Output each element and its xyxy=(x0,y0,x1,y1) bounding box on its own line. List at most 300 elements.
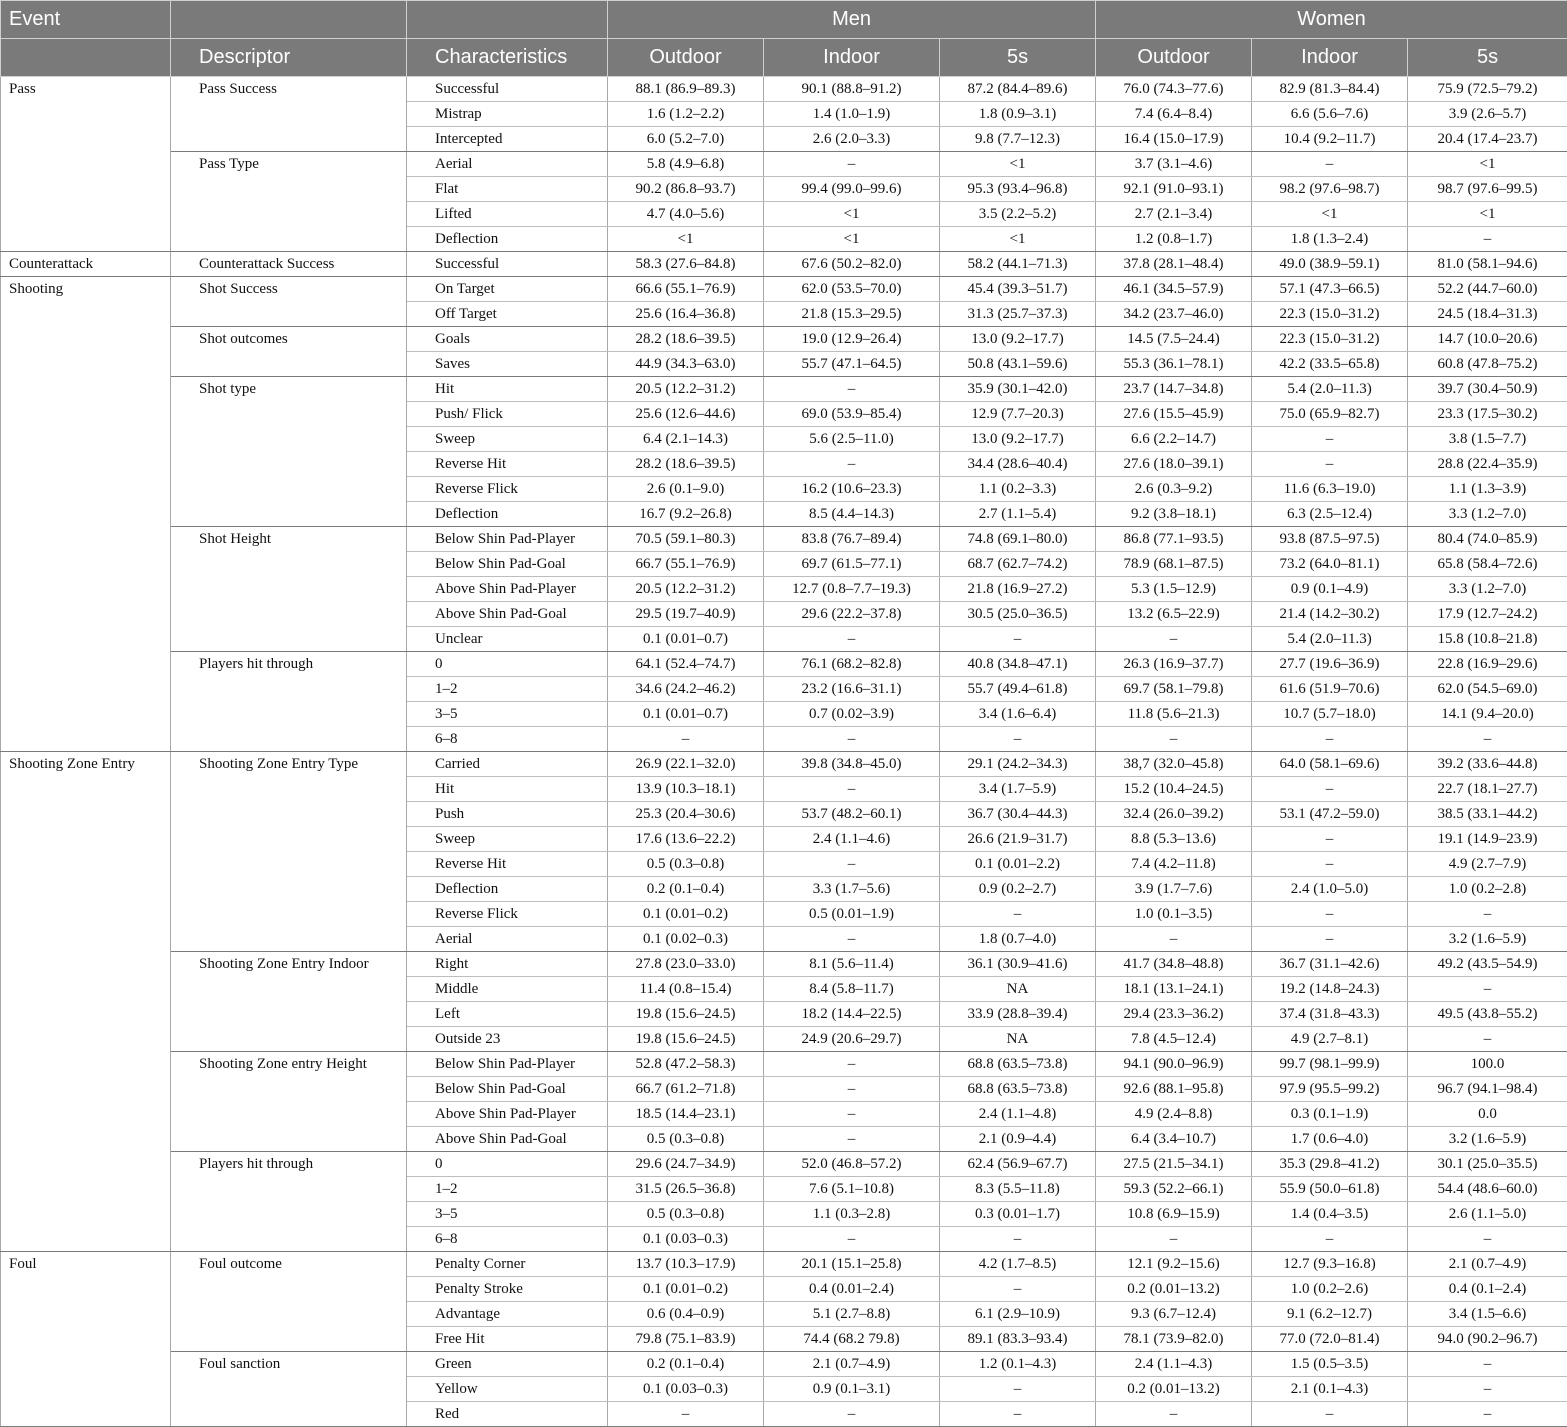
value-cell: 1.4 (1.0–1.9) xyxy=(764,102,940,127)
value-cell: 5.8 (4.9–6.8) xyxy=(608,152,764,177)
value-cell: 24.9 (20.6–29.7) xyxy=(764,1027,940,1052)
value-cell: 21.8 (15.3–29.5) xyxy=(764,302,940,327)
value-cell: 1.0 (0.2–2.6) xyxy=(1252,1277,1408,1302)
table-row xyxy=(1,527,1567,552)
table-row xyxy=(1,1152,1567,1177)
value-cell: 0.7 (0.02–3.9) xyxy=(764,702,940,727)
characteristic-cell: Saves xyxy=(407,352,608,377)
value-cell: 93.8 (87.5–97.5) xyxy=(1252,527,1408,552)
table-body xyxy=(1,77,1567,1427)
value-cell: 6.3 (2.5–12.4) xyxy=(1252,502,1408,527)
value-cell: 4.2 (1.7–8.5) xyxy=(940,1252,1096,1277)
characteristic-cell: Below Shin Pad-Player xyxy=(407,1052,608,1077)
value-cell: 1.0 (0.2–2.8) xyxy=(1408,877,1567,902)
value-cell: – xyxy=(1252,777,1408,802)
value-cell: 0.4 (0.1–2.4) xyxy=(1408,1277,1567,1302)
table-row xyxy=(1,77,1567,102)
characteristic-cell: Sweep xyxy=(407,427,608,452)
value-cell: 97.9 (95.5–99.2) xyxy=(1252,1077,1408,1102)
value-cell: 29.6 (22.2–37.8) xyxy=(764,602,940,627)
value-cell: 53.1 (47.2–59.0) xyxy=(1252,802,1408,827)
header-blank-descriptor xyxy=(171,1,407,39)
value-cell: 94.1 (90.0–96.9) xyxy=(1096,1052,1252,1077)
value-cell: 52.8 (47.2–58.3) xyxy=(608,1052,764,1077)
value-cell: – xyxy=(1252,727,1408,752)
value-cell: 55.7 (47.1–64.5) xyxy=(764,352,940,377)
value-cell: 3.8 (1.5–7.7) xyxy=(1408,427,1567,452)
value-cell: 1.8 (0.9–3.1) xyxy=(940,102,1096,127)
value-cell: – xyxy=(1096,1402,1252,1427)
value-cell: 92.6 (88.1–95.8) xyxy=(1096,1077,1252,1102)
value-cell: 0.1 (0.03–0.3) xyxy=(608,1227,764,1252)
value-cell: 3.9 (2.6–5.7) xyxy=(1408,102,1567,127)
value-cell: 40.8 (34.8–47.1) xyxy=(940,652,1096,677)
characteristic-cell: Advantage xyxy=(407,1302,608,1327)
descriptor-cell: Foul sanction xyxy=(171,1352,407,1427)
value-cell: NA xyxy=(940,1027,1096,1052)
value-cell: 3.4 (1.6–6.4) xyxy=(940,702,1096,727)
header-women-5s: 5s xyxy=(1408,39,1567,77)
value-cell: 12.7 (9.3–16.8) xyxy=(1252,1252,1408,1277)
value-cell: 65.8 (58.4–72.6) xyxy=(1408,552,1567,577)
value-cell: 3.5 (2.2–5.2) xyxy=(940,202,1096,227)
event-cell: Pass xyxy=(1,77,171,252)
value-cell: 64.0 (58.1–69.6) xyxy=(1252,752,1408,777)
value-cell: 74.4 (68.2 79.8) xyxy=(764,1327,940,1352)
value-cell: 98.7 (97.6–99.5) xyxy=(1408,177,1567,202)
value-cell: 0.1 (0.01–2.2) xyxy=(940,852,1096,877)
value-cell: 49.5 (43.8–55.2) xyxy=(1408,1002,1567,1027)
value-cell: 14.7 (10.0–20.6) xyxy=(1408,327,1567,352)
header-blank-characteristics xyxy=(407,1,608,39)
value-cell: 53.7 (48.2–60.1) xyxy=(764,802,940,827)
value-cell: – xyxy=(940,627,1096,652)
value-cell: 28.2 (18.6–39.5) xyxy=(608,327,764,352)
value-cell: 2.1 (0.1–4.3) xyxy=(1252,1377,1408,1402)
value-cell: – xyxy=(764,627,940,652)
value-cell: 78.9 (68.1–87.5) xyxy=(1096,552,1252,577)
value-cell: 15.8 (10.8–21.8) xyxy=(1408,627,1567,652)
value-cell: 54.4 (48.6–60.0) xyxy=(1408,1177,1567,1202)
value-cell: 35.3 (29.8–41.2) xyxy=(1252,1152,1408,1177)
value-cell: – xyxy=(1252,852,1408,877)
value-cell: 86.8 (77.1–93.5) xyxy=(1096,527,1252,552)
descriptor-cell: Shot outcomes xyxy=(171,327,407,377)
value-cell: 26.3 (16.9–37.7) xyxy=(1096,652,1252,677)
value-cell: 4.9 (2.7–8.1) xyxy=(1252,1027,1408,1052)
value-cell: 5.3 (1.5–12.9) xyxy=(1096,577,1252,602)
value-cell: 0.1 (0.02–0.3) xyxy=(608,927,764,952)
value-cell: – xyxy=(1252,1402,1408,1427)
value-cell: 64.1 (52.4–74.7) xyxy=(608,652,764,677)
value-cell: 3.9 (1.7–7.6) xyxy=(1096,877,1252,902)
value-cell: 10.4 (9.2–11.7) xyxy=(1252,127,1408,152)
value-cell: 10.8 (6.9–15.9) xyxy=(1096,1202,1252,1227)
value-cell: 36.7 (31.1–42.6) xyxy=(1252,952,1408,977)
table-row xyxy=(1,277,1567,302)
value-cell: 5.6 (2.5–11.0) xyxy=(764,427,940,452)
value-cell: 31.3 (25.7–37.3) xyxy=(940,302,1096,327)
value-cell: 3.2 (1.6–5.9) xyxy=(1408,927,1567,952)
value-cell: – xyxy=(1408,1027,1567,1052)
header-event: Event xyxy=(1,1,171,39)
value-cell: 99.7 (98.1–99.9) xyxy=(1252,1052,1408,1077)
value-cell: 92.1 (91.0–93.1) xyxy=(1096,177,1252,202)
value-cell: 34.6 (24.2–46.2) xyxy=(608,677,764,702)
value-cell: 4.9 (2.4–8.8) xyxy=(1096,1102,1252,1127)
descriptor-cell: Pass Success xyxy=(171,77,407,152)
value-cell: – xyxy=(764,452,940,477)
value-cell: 1.7 (0.6–4.0) xyxy=(1252,1127,1408,1152)
value-cell: 12.1 (9.2–15.6) xyxy=(1096,1252,1252,1277)
characteristic-cell: Successful xyxy=(407,252,608,277)
value-cell: 68.8 (63.5–73.8) xyxy=(940,1077,1096,1102)
value-cell: 69.7 (61.5–77.1) xyxy=(764,552,940,577)
characteristic-cell: Above Shin Pad-Player xyxy=(407,577,608,602)
value-cell: 66.7 (55.1–76.9) xyxy=(608,552,764,577)
value-cell: 12.7 (0.8–7.7–19.3) xyxy=(764,577,940,602)
value-cell: – xyxy=(764,152,940,177)
value-cell: 19.8 (15.6–24.5) xyxy=(608,1027,764,1052)
value-cell: – xyxy=(940,1402,1096,1427)
table-row xyxy=(1,1052,1567,1077)
value-cell: 6.0 (5.2–7.0) xyxy=(608,127,764,152)
value-cell: 1.4 (0.4–3.5) xyxy=(1252,1202,1408,1227)
value-cell: 1.5 (0.5–3.5) xyxy=(1252,1352,1408,1377)
value-cell: 0.3 (0.01–1.7) xyxy=(940,1202,1096,1227)
value-cell: – xyxy=(1408,977,1567,1002)
value-cell: 15.2 (10.4–24.5) xyxy=(1096,777,1252,802)
value-cell: – xyxy=(764,1052,940,1077)
value-cell: – xyxy=(1252,152,1408,177)
value-cell: 14.5 (7.5–24.4) xyxy=(1096,327,1252,352)
characteristic-cell: 3–5 xyxy=(407,1202,608,1227)
value-cell: 36.7 (30.4–44.3) xyxy=(940,802,1096,827)
value-cell: 3.3 (1.2–7.0) xyxy=(1408,577,1567,602)
table-row xyxy=(1,752,1567,777)
value-cell: 59.3 (52.2–66.1) xyxy=(1096,1177,1252,1202)
characteristic-cell: Hit xyxy=(407,777,608,802)
value-cell: 8.1 (5.6–11.4) xyxy=(764,952,940,977)
value-cell: 75.0 (65.9–82.7) xyxy=(1252,402,1408,427)
value-cell: 16.7 (9.2–26.8) xyxy=(608,502,764,527)
header-men-outdoor: Outdoor xyxy=(608,39,764,77)
value-cell: 6.4 (3.4–10.7) xyxy=(1096,1127,1252,1152)
value-cell: – xyxy=(1408,727,1567,752)
value-cell: 7.6 (5.1–10.8) xyxy=(764,1177,940,1202)
value-cell: 27.7 (19.6–36.9) xyxy=(1252,652,1408,677)
value-cell: 20.4 (17.4–23.7) xyxy=(1408,127,1567,152)
header-characteristics: Characteristics xyxy=(407,39,608,77)
value-cell: 75.9 (72.5–79.2) xyxy=(1408,77,1567,102)
value-cell: – xyxy=(608,1402,764,1427)
value-cell: 1.1 (1.3–3.9) xyxy=(1408,477,1567,502)
descriptor-cell: Shot Success xyxy=(171,277,407,327)
characteristic-cell: Below Shin Pad-Goal xyxy=(407,1077,608,1102)
value-cell: 42.2 (33.5–65.8) xyxy=(1252,352,1408,377)
value-cell: 8.5 (4.4–14.3) xyxy=(764,502,940,527)
value-cell: – xyxy=(940,1227,1096,1252)
value-cell: 1.8 (0.7–4.0) xyxy=(940,927,1096,952)
value-cell: – xyxy=(764,1127,940,1152)
value-cell: – xyxy=(1252,1227,1408,1252)
value-cell: 95.3 (93.4–96.8) xyxy=(940,177,1096,202)
value-cell: 0.2 (0.1–0.4) xyxy=(608,1352,764,1377)
value-cell: 52.0 (46.8–57.2) xyxy=(764,1152,940,1177)
value-cell: <1 xyxy=(1408,202,1567,227)
value-cell: 1.1 (0.2–3.3) xyxy=(940,477,1096,502)
value-cell: 76.1 (68.2–82.8) xyxy=(764,652,940,677)
value-cell: 39.2 (33.6–44.8) xyxy=(1408,752,1567,777)
value-cell: 8.3 (5.5–11.8) xyxy=(940,1177,1096,1202)
header-women-outdoor: Outdoor xyxy=(1096,39,1252,77)
characteristic-cell: Above Shin Pad-Goal xyxy=(407,602,608,627)
value-cell: 18.2 (14.4–22.5) xyxy=(764,1002,940,1027)
value-cell: 10.7 (5.7–18.0) xyxy=(1252,702,1408,727)
value-cell: 94.0 (90.2–96.7) xyxy=(1408,1327,1567,1352)
characteristic-cell: Off Target xyxy=(407,302,608,327)
value-cell: 19.8 (15.6–24.5) xyxy=(608,1002,764,1027)
value-cell: 99.4 (99.0–99.6) xyxy=(764,177,940,202)
value-cell: 22.3 (15.0–31.2) xyxy=(1252,327,1408,352)
value-cell: 8.4 (5.8–11.7) xyxy=(764,977,940,1002)
value-cell: 0.0 xyxy=(1408,1102,1567,1127)
value-cell: NA xyxy=(940,977,1096,1002)
value-cell: – xyxy=(940,1377,1096,1402)
value-cell: – xyxy=(608,727,764,752)
value-cell: 0.2 (0.01–13.2) xyxy=(1096,1277,1252,1302)
value-cell: 55.7 (49.4–61.8) xyxy=(940,677,1096,702)
descriptor-cell: Foul outcome xyxy=(171,1252,407,1352)
value-cell: 9.2 (3.8–18.1) xyxy=(1096,502,1252,527)
value-cell: – xyxy=(764,377,940,402)
value-cell: 2.6 (1.1–5.0) xyxy=(1408,1202,1567,1227)
value-cell: – xyxy=(764,727,940,752)
value-cell: 49.0 (38.9–59.1) xyxy=(1252,252,1408,277)
event-cell: Counterattack xyxy=(1,252,171,277)
characteristic-cell: 0 xyxy=(407,1152,608,1177)
value-cell: 0.1 (0.01–0.7) xyxy=(608,627,764,652)
value-cell: 27.5 (21.5–34.1) xyxy=(1096,1152,1252,1177)
value-cell: 2.6 (0.1–9.0) xyxy=(608,477,764,502)
characteristic-cell: 6–8 xyxy=(407,1227,608,1252)
value-cell: 2.7 (2.1–3.4) xyxy=(1096,202,1252,227)
header-men-indoor: Indoor xyxy=(764,39,940,77)
characteristic-cell: Reverse Hit xyxy=(407,452,608,477)
characteristic-cell: Aerial xyxy=(407,927,608,952)
value-cell: 100.0 xyxy=(1408,1052,1567,1077)
value-cell: 87.2 (84.4–89.6) xyxy=(940,77,1096,102)
value-cell: 38,7 (32.0–45.8) xyxy=(1096,752,1252,777)
header-descriptor: Descriptor xyxy=(171,39,407,77)
value-cell: – xyxy=(764,1077,940,1102)
value-cell: 35.9 (30.1–42.0) xyxy=(940,377,1096,402)
value-cell: 1.2 (0.1–4.3) xyxy=(940,1352,1096,1377)
value-cell: – xyxy=(764,1402,940,1427)
value-cell: 46.1 (34.5–57.9) xyxy=(1096,277,1252,302)
characteristic-cell: Middle xyxy=(407,977,608,1002)
value-cell: 62.4 (56.9–67.7) xyxy=(940,1152,1096,1177)
value-cell: 2.1 (0.7–4.9) xyxy=(764,1352,940,1377)
event-cell: Foul xyxy=(1,1252,171,1427)
value-cell: 23.3 (17.5–30.2) xyxy=(1408,402,1567,427)
characteristic-cell: 0 xyxy=(407,652,608,677)
descriptor-cell: Shot Height xyxy=(171,527,407,652)
value-cell: – xyxy=(1408,1402,1567,1427)
event-cell: Shooting Zone Entry xyxy=(1,752,171,1252)
value-cell: 21.4 (14.2–30.2) xyxy=(1252,602,1408,627)
value-cell: 0.9 (0.1–3.1) xyxy=(764,1377,940,1402)
value-cell: 26.6 (21.9–31.7) xyxy=(940,827,1096,852)
value-cell: 6.6 (5.6–7.6) xyxy=(1252,102,1408,127)
value-cell: 29.4 (23.3–36.2) xyxy=(1096,1002,1252,1027)
value-cell: 7.8 (4.5–12.4) xyxy=(1096,1027,1252,1052)
value-cell: 77.0 (72.0–81.4) xyxy=(1252,1327,1408,1352)
value-cell: 30.1 (25.0–35.5) xyxy=(1408,1152,1567,1177)
value-cell: – xyxy=(1252,452,1408,477)
value-cell: <1 xyxy=(608,227,764,252)
value-cell: 41.7 (34.8–48.8) xyxy=(1096,952,1252,977)
value-cell: – xyxy=(1408,1227,1567,1252)
value-cell: 57.1 (47.3–66.5) xyxy=(1252,277,1408,302)
value-cell: 60.8 (47.8–75.2) xyxy=(1408,352,1567,377)
characteristic-cell: 6–8 xyxy=(407,727,608,752)
characteristic-cell: Flat xyxy=(407,177,608,202)
characteristic-cell: Lifted xyxy=(407,202,608,227)
value-cell: 68.7 (62.7–74.2) xyxy=(940,552,1096,577)
value-cell: – xyxy=(1408,227,1567,252)
characteristic-cell: Goals xyxy=(407,327,608,352)
value-cell: 3.4 (1.5–6.6) xyxy=(1408,1302,1567,1327)
table-row xyxy=(1,652,1567,677)
characteristic-cell: Below Shin Pad-Player xyxy=(407,527,608,552)
value-cell: – xyxy=(1252,902,1408,927)
value-cell: 45.4 (39.3–51.7) xyxy=(940,277,1096,302)
header-men: Men xyxy=(608,1,1096,39)
value-cell: 3.4 (1.7–5.9) xyxy=(940,777,1096,802)
table-row xyxy=(1,952,1567,977)
value-cell: 0.5 (0.3–0.8) xyxy=(608,852,764,877)
value-cell: 23.2 (16.6–31.1) xyxy=(764,677,940,702)
table-row xyxy=(1,327,1567,352)
value-cell: 13.0 (9.2–17.7) xyxy=(940,427,1096,452)
value-cell: <1 xyxy=(764,202,940,227)
event-cell: Shooting xyxy=(1,277,171,752)
value-cell: 5.1 (2.7–8.8) xyxy=(764,1302,940,1327)
value-cell: 3.7 (3.1–4.6) xyxy=(1096,152,1252,177)
value-cell: 25.3 (20.4–30.6) xyxy=(608,802,764,827)
value-cell: 76.0 (74.3–77.6) xyxy=(1096,77,1252,102)
value-cell: 0.1 (0.01–0.7) xyxy=(608,702,764,727)
value-cell: 11.4 (0.8–15.4) xyxy=(608,977,764,1002)
value-cell: 44.9 (34.3–63.0) xyxy=(608,352,764,377)
value-cell: <1 xyxy=(1408,152,1567,177)
value-cell: 37.4 (31.8–43.3) xyxy=(1252,1002,1408,1027)
value-cell: 61.6 (51.9–70.6) xyxy=(1252,677,1408,702)
value-cell: 20.1 (15.1–25.8) xyxy=(764,1252,940,1277)
value-cell: 22.7 (18.1–27.7) xyxy=(1408,777,1567,802)
value-cell: 3.3 (1.7–5.6) xyxy=(764,877,940,902)
value-cell: 9.1 (6.2–12.7) xyxy=(1252,1302,1408,1327)
table-row xyxy=(1,1252,1567,1277)
value-cell: 17.6 (13.6–22.2) xyxy=(608,827,764,852)
characteristic-cell: Deflection xyxy=(407,502,608,527)
value-cell: 25.6 (16.4–36.8) xyxy=(608,302,764,327)
value-cell: 81.0 (58.1–94.6) xyxy=(1408,252,1567,277)
characteristic-cell: Intercepted xyxy=(407,127,608,152)
value-cell: 16.4 (15.0–17.9) xyxy=(1096,127,1252,152)
value-cell: – xyxy=(1252,927,1408,952)
value-cell: 36.1 (30.9–41.6) xyxy=(940,952,1096,977)
value-cell: 20.5 (12.2–31.2) xyxy=(608,377,764,402)
value-cell: 18.1 (13.1–24.1) xyxy=(1096,977,1252,1002)
value-cell: – xyxy=(764,927,940,952)
value-cell: 13.9 (10.3–18.1) xyxy=(608,777,764,802)
value-cell: 12.9 (7.7–20.3) xyxy=(940,402,1096,427)
characteristic-cell: Free Hit xyxy=(407,1327,608,1352)
value-cell: 0.1 (0.01–0.2) xyxy=(608,902,764,927)
descriptor-cell: Players hit through xyxy=(171,652,407,752)
value-cell: 29.5 (19.7–40.9) xyxy=(608,602,764,627)
value-cell: 78.1 (73.9–82.0) xyxy=(1096,1327,1252,1352)
value-cell: 23.7 (14.7–34.8) xyxy=(1096,377,1252,402)
value-cell: 9.3 (6.7–12.4) xyxy=(1096,1302,1252,1327)
header-women: Women xyxy=(1096,1,1567,39)
value-cell: 2.1 (0.7–4.9) xyxy=(1408,1252,1567,1277)
characteristic-cell: Hit xyxy=(407,377,608,402)
value-cell: 7.4 (6.4–8.4) xyxy=(1096,102,1252,127)
value-cell: 2.6 (0.3–9.2) xyxy=(1096,477,1252,502)
value-cell: 66.7 (61.2–71.8) xyxy=(608,1077,764,1102)
value-cell: 52.2 (44.7–60.0) xyxy=(1408,277,1567,302)
value-cell: <1 xyxy=(940,227,1096,252)
header-blank-event xyxy=(1,39,171,77)
value-cell: 90.1 (88.8–91.2) xyxy=(764,77,940,102)
value-cell: 9.8 (7.7–12.3) xyxy=(940,127,1096,152)
characteristic-cell: Left xyxy=(407,1002,608,1027)
characteristic-cell: Deflection xyxy=(407,877,608,902)
value-cell: 1.1 (0.3–2.8) xyxy=(764,1202,940,1227)
value-cell: – xyxy=(764,1227,940,1252)
value-cell: 1.6 (1.2–2.2) xyxy=(608,102,764,127)
value-cell: – xyxy=(1408,902,1567,927)
value-cell: 69.0 (53.9–85.4) xyxy=(764,402,940,427)
characteristic-cell: Reverse Flick xyxy=(407,902,608,927)
characteristic-cell: Red xyxy=(407,1402,608,1427)
value-cell: 13.7 (10.3–17.9) xyxy=(608,1252,764,1277)
characteristic-cell: Push/ Flick xyxy=(407,402,608,427)
characteristic-cell: Aerial xyxy=(407,152,608,177)
value-cell: 62.0 (53.5–70.0) xyxy=(764,277,940,302)
value-cell: <1 xyxy=(940,152,1096,177)
value-cell: 27.6 (18.0–39.1) xyxy=(1096,452,1252,477)
descriptor-cell: Counterattack Success xyxy=(171,252,407,277)
value-cell: – xyxy=(940,1277,1096,1302)
value-cell: 62.0 (54.5–69.0) xyxy=(1408,677,1567,702)
value-cell: – xyxy=(940,902,1096,927)
characteristic-cell: Reverse Hit xyxy=(407,852,608,877)
descriptor-cell: Shooting Zone Entry Indoor xyxy=(171,952,407,1052)
descriptor-cell: Players hit through xyxy=(171,1152,407,1252)
value-cell: 30.5 (25.0–36.5) xyxy=(940,602,1096,627)
value-cell: 28.8 (22.4–35.9) xyxy=(1408,452,1567,477)
header-women-indoor: Indoor xyxy=(1252,39,1408,77)
value-cell: 19.1 (14.9–23.9) xyxy=(1408,827,1567,852)
value-cell: 74.8 (69.1–80.0) xyxy=(940,527,1096,552)
value-cell: 1.0 (0.1–3.5) xyxy=(1096,902,1252,927)
value-cell: 31.5 (26.5–36.8) xyxy=(608,1177,764,1202)
value-cell: – xyxy=(1252,827,1408,852)
